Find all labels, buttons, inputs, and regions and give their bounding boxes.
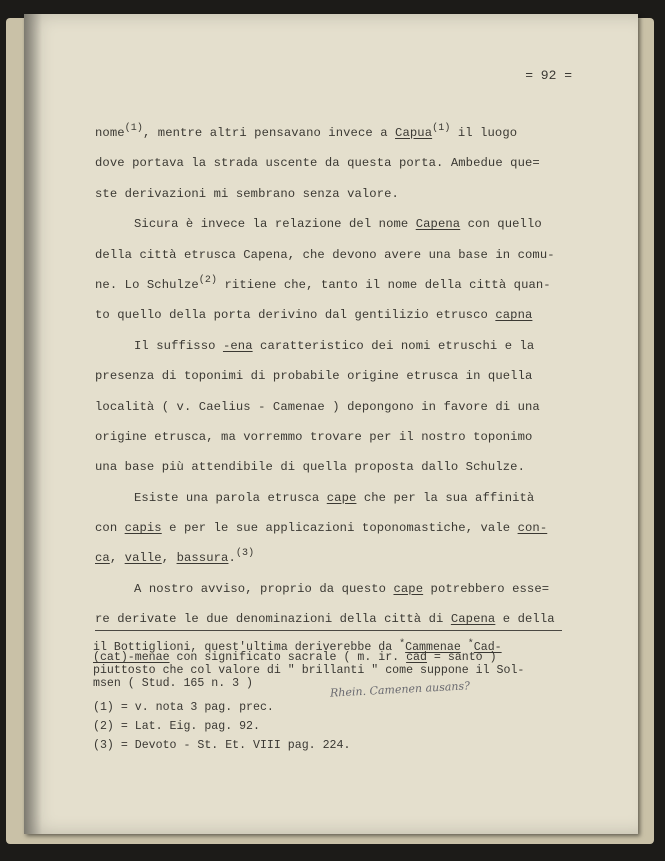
text-run: e per le sue applicazioni toponomastiche, vale bbox=[161, 521, 518, 536]
footnote-ref: (1) bbox=[432, 123, 451, 134]
text-line bbox=[95, 240, 555, 270]
footnotes-block bbox=[93, 638, 563, 755]
footnote-ref: (3) bbox=[235, 548, 255, 560]
footnote-list bbox=[93, 698, 563, 755]
text-run: , bbox=[161, 551, 177, 566]
body-text bbox=[95, 118, 555, 635]
text-run: e della bbox=[495, 612, 555, 627]
asterisk-mark: * bbox=[467, 639, 474, 650]
footnote-ref: (1) bbox=[124, 123, 143, 134]
text-run: con bbox=[95, 521, 125, 536]
underlined-term: cape bbox=[393, 581, 424, 596]
page-number: = 92 = bbox=[525, 68, 572, 83]
text-run: il Bottiglioni, quest'ultima deriverebbe da bbox=[93, 641, 400, 654]
text-run: presenza di toponimi di probabile origine etrusca in quella bbox=[95, 369, 533, 384]
text-line bbox=[95, 179, 545, 209]
footnote-separator bbox=[95, 630, 562, 631]
text-run: caratteristico dei nomi etruschi e la bbox=[252, 338, 535, 353]
note-line bbox=[93, 677, 563, 690]
text-run: ne. Lo Schulze bbox=[95, 277, 199, 292]
underlined-term: capis bbox=[124, 521, 162, 536]
text-run: msen ( Stud. 165 n. 3 ) bbox=[93, 677, 254, 690]
text-run: to quello della porta derivino dal gentilizio etrusco bbox=[95, 308, 496, 323]
handwritten-note: Rhein. Camenen ausans? bbox=[329, 679, 471, 700]
text-line bbox=[95, 270, 551, 300]
underlined-term: Capua bbox=[395, 126, 433, 140]
page-spine-shadow bbox=[24, 14, 42, 834]
text-line bbox=[95, 300, 545, 330]
text-run: con quello bbox=[460, 217, 542, 232]
text-run: . bbox=[228, 551, 236, 566]
underlined-term: ca bbox=[95, 551, 110, 566]
text-run: , mentre altri pensavano invece a bbox=[142, 126, 396, 140]
note-line bbox=[93, 651, 563, 664]
text-run: dove portava la strada uscente da questa porta. Ambedue que= bbox=[95, 156, 540, 171]
text-run: potrebbero esse= bbox=[423, 581, 550, 596]
text-run: ritiene che, tanto il nome della città quan- bbox=[217, 277, 551, 292]
text-run: della città etrusca Capena, che devono avere una base in comu- bbox=[95, 247, 555, 262]
underlined-term: cape bbox=[326, 490, 357, 505]
text-line bbox=[95, 422, 545, 452]
text-line bbox=[95, 452, 545, 482]
underlined-term: Capena bbox=[450, 612, 496, 627]
underlined-term: Cammenae bbox=[405, 641, 461, 654]
text-line bbox=[95, 148, 545, 178]
text-line bbox=[95, 543, 545, 573]
text-run: località ( v. Caelius - Camenae ) depongono in favore di una bbox=[95, 399, 540, 414]
text-line bbox=[95, 361, 545, 391]
text-run: una base più attendibile di quella proposta dallo Schulze. bbox=[95, 460, 525, 475]
text-run: , bbox=[109, 551, 125, 566]
underlined-term: con- bbox=[517, 521, 548, 536]
text-run: piuttosto che col valore di " brillanti " come suppone il Sol- bbox=[93, 664, 525, 677]
text-run: Esiste una parola etrusca bbox=[134, 490, 327, 505]
note-line bbox=[93, 638, 563, 654]
text-run: che per la sua affinità bbox=[356, 490, 535, 505]
text-run: A nostro avviso, proprio da questo bbox=[134, 581, 394, 596]
text-run: origine etrusca, ma vorremmo trovare per il nostro toponimo bbox=[95, 429, 533, 444]
underlined-term: capna bbox=[495, 308, 533, 323]
text-run: il luogo bbox=[450, 126, 518, 140]
text-run: = santo ) bbox=[426, 651, 497, 664]
underlined-term: Cad- bbox=[473, 641, 502, 654]
footnote-ref: (2) bbox=[198, 274, 218, 286]
text-line bbox=[95, 392, 545, 422]
text-run: re derivate le due denominazioni della città di bbox=[95, 612, 451, 627]
text-line bbox=[95, 209, 545, 239]
underlined-term: cad bbox=[406, 651, 427, 664]
underlined-term: (cat)-menae bbox=[93, 651, 170, 664]
text-run: Il suffisso bbox=[134, 338, 223, 353]
text-run: con significato sacrale ( m. ir. bbox=[169, 651, 407, 664]
text-line bbox=[95, 574, 550, 604]
text-run: Sicura è invece la relazione del nome bbox=[134, 217, 416, 232]
underlined-term: -ena bbox=[222, 338, 253, 353]
text-run: ste derivazioni mi sembrano senza valore. bbox=[95, 186, 399, 201]
underlined-term: bassura bbox=[176, 551, 229, 566]
note-line bbox=[93, 664, 563, 677]
footnote-item: (3) = Devoto - St. Et. VIII pag. 224. bbox=[93, 739, 351, 752]
underlined-term: Capena bbox=[415, 217, 461, 232]
underlined-term: valle bbox=[124, 551, 162, 566]
footnote-item: (1) = v. nota 3 pag. prec. bbox=[93, 701, 274, 714]
text-run: nome bbox=[95, 126, 125, 140]
text-line bbox=[95, 118, 545, 148]
text-line bbox=[95, 331, 545, 361]
note-continuation bbox=[93, 638, 563, 690]
footnote-item: (2) = Lat. Eig. pag. 92. bbox=[93, 720, 260, 733]
asterisk-mark: * bbox=[399, 639, 406, 650]
text-line bbox=[95, 483, 545, 513]
text-line bbox=[95, 513, 548, 543]
